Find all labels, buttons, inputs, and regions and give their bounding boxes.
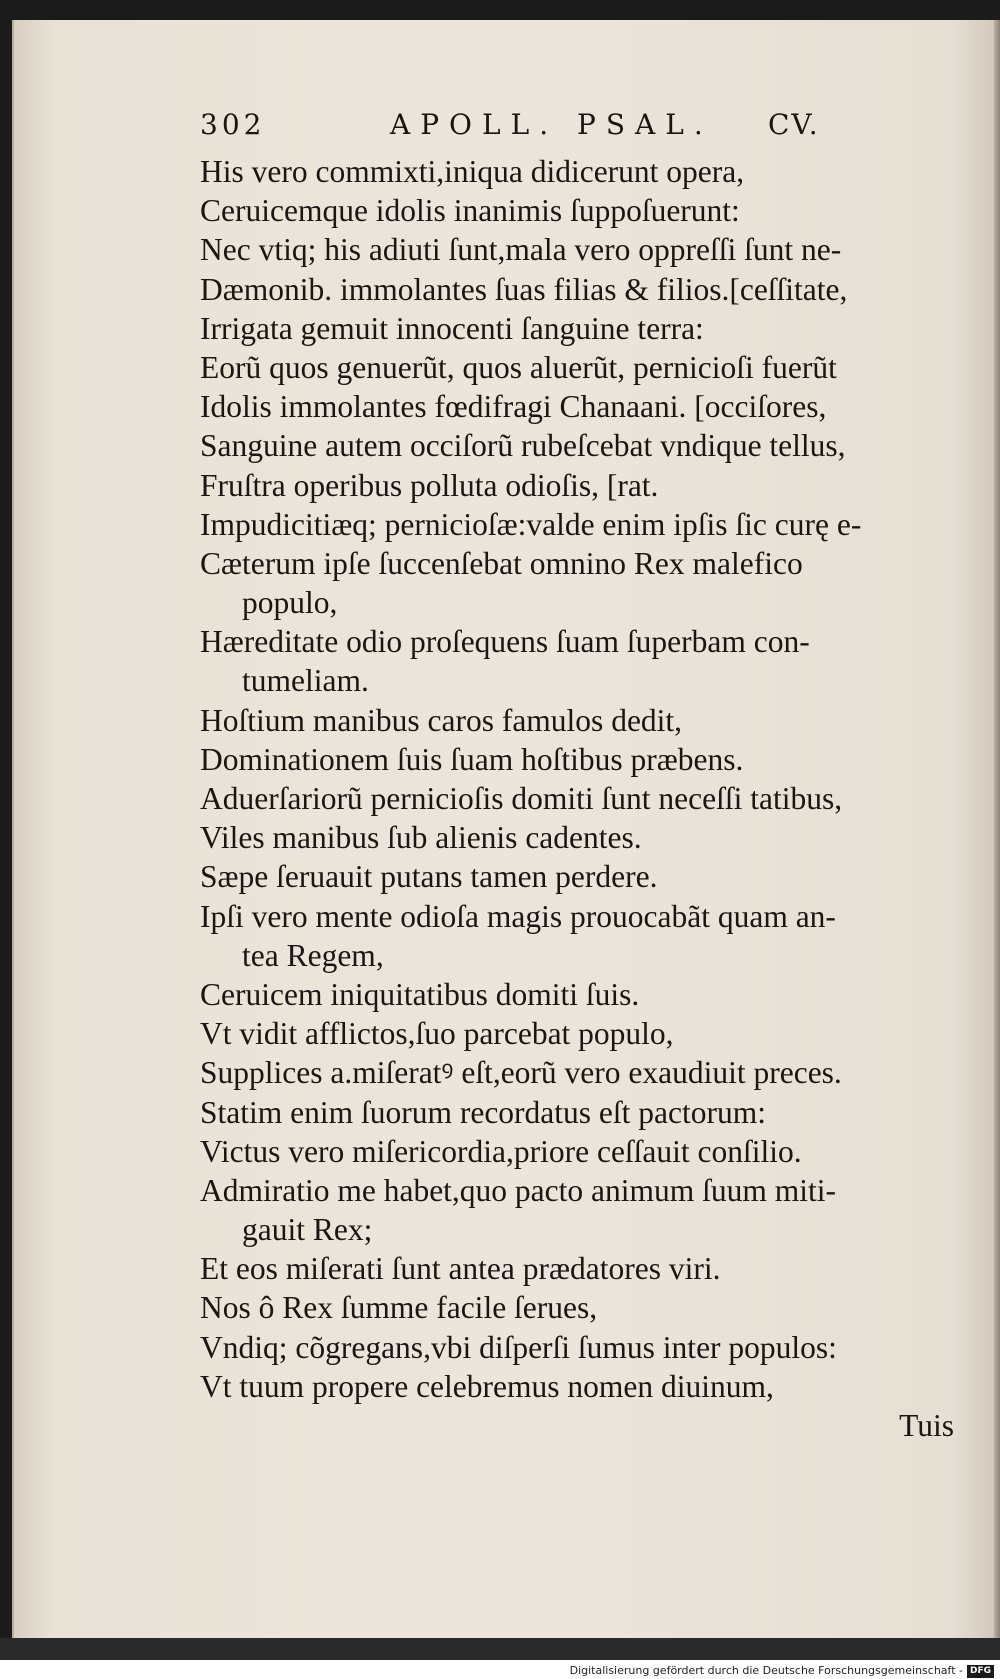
catchword: Tuis (899, 1408, 954, 1443)
text-line: Et eos miſerati ſunt antea prædatores viri. (200, 1251, 721, 1287)
text-line: Aduerſariorũ pernicioſis domiti ſunt neceſſi tatibus, (200, 781, 843, 816)
scan-bottom-edge (0, 1638, 1000, 1660)
text-line: Sanguine autem occiſorũ rubeſcebat vndique tellus, (200, 428, 846, 464)
text-line: Nec vtiq; his adiuti ſunt,mala vero oppreſſi ſunt ne- (200, 232, 842, 268)
chapter-number: CV. (768, 108, 820, 141)
text-line: Ceruicemque idolis inanimis ſuppoſuerunt: (200, 193, 740, 229)
credit-text: Digitalisierung gefördert durch die Deutsche Forschungsgemeinschaft - (569, 1664, 963, 1677)
verse-text (200, 152, 970, 1445)
dfg-logo: DFG (967, 1665, 994, 1678)
text-line: Sæpe ſeruauit putans tamen perdere. (200, 859, 658, 895)
text-line: Dæmonib. immolantes ſuas filias & filios.[ceſſitate, (200, 271, 848, 307)
text-line: Statim enim ſuorum recordatus eſt pactorum: (200, 1094, 766, 1130)
text-line: Idolis immolantes fœdifragi Chanaani. [occiſores, (200, 389, 827, 425)
digitization-credit (0, 1662, 994, 1679)
text-line: tea Regem, (242, 937, 384, 973)
text-line: Eorũ quos genuerũt, quos aluerũt, pernicioſi fuerũt (200, 349, 837, 385)
text-line: Vt tuum propere celebremus nomen diuinum, (200, 1368, 774, 1404)
page-edge (994, 20, 1000, 1642)
text-line: Ceruicem iniquitatibus domiti ſuis. (200, 976, 640, 1012)
text-line: Fruſtra operibus polluta odioſis, [rat. (200, 467, 659, 503)
text-line: tumeliam. (242, 663, 369, 699)
text-line: Ipſi vero mente odioſa magis prouocabãt quam an- (200, 898, 836, 934)
text-line: gauit Rex; (242, 1212, 373, 1248)
text-line: Vndiq; cõgregans,vbi diſperſi ſumus inter populos: (200, 1329, 837, 1365)
text-line: Hæreditate odio proſequens ſuam ſuperbam con- (200, 624, 810, 660)
page-number: 302 (200, 108, 266, 141)
text-line: Vt vidit afflictos,ſuo parcebat populo, (200, 1016, 674, 1052)
running-title: APOLL. PSAL. (390, 108, 713, 141)
text-line: Irrigata gemuit innocenti ſanguine terra: (200, 310, 704, 346)
text-line: Cæterum ipſe ſuccenſebat omnino Rex malefico (200, 545, 803, 581)
text-line: Supplices a.miſeratꝰ eſt,eorũ vero exaudiuit preces. (200, 1055, 842, 1091)
text-line: Victus vero miſericordia,priore ceſſauit conſilio. (200, 1133, 802, 1169)
text-line: Impudicitiæq; pernicioſæ:valde enim ipſis ſic curę e- (200, 506, 862, 542)
text-line: Admiratio me habet,quo pacto animum ſuum miti- (200, 1172, 836, 1208)
running-header (200, 108, 970, 148)
text-line: Nos ô Rex ſumme facile ſerues, (200, 1290, 598, 1326)
text-line: His vero commixti,iniqua didicerunt opera, (200, 154, 745, 189)
text-line: Dominationem ſuis ſuam hoſtibus præbens. (200, 741, 744, 777)
text-line: populo, (242, 585, 338, 621)
text-line: Hoſtium manibus caros famulos dedit, (200, 702, 683, 738)
text-line: Viles manibus ſub alienis cadentes. (200, 820, 642, 856)
